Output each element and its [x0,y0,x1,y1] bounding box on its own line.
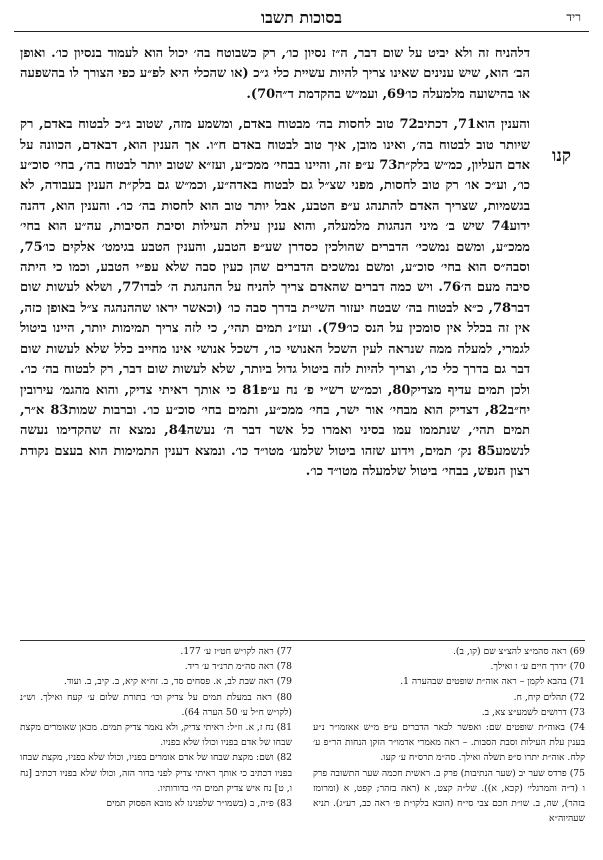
paragraph-2: והענין הוא71, דכתיב72 טוב לחסות בה׳ מבטוח באדם, ומשמע מזה, שטוב ג״כ לבטוח באדם, רק שיותר טוב לבטוח בה׳, ואינו מובן, איך טוב לבטוח באדם ח״ו. אך הענין הוא, דבאדם, הכוונה על אדם העליון, כמ״ש בלק״ת73 ע״פ זה, והיינו בבחי׳ ממכ״ע, ועז״א שטוב יותר לבטוח בה׳, בחי׳ סוכ״ע כו׳, וע״כ או׳ רק טוב לחסות, מפני שצ״ל גם לבטוח באדה״ע, וכמ״ש גם בלק״ת הענין בעבודה, לא בגשמיות, שצריך האדם להתנהג ע״פ הטבע, אבל יותר טוב הוא לחסות בה׳ כו׳. והענין הוא, דהנה ידוע74 שיש ב׳ מיני הנהגות מלמעלה, והוא ענין עילת העילות וסיבת הסיבות, עה״ע הוא בחי׳ ממכ״ע, ומשם נמשכי׳ הדברים שהולכין כסדרן שע״פ הטבע, והענין הטבע בגימט׳ אלקים כו׳75, וסבה״ס הוא בחי׳ סוכ״ע, ומשם נמשכים הדברים שהן כעין סבה שלא עפ״י הטבע, וכמו כי היתה סיבה מעם ה׳76. ויש כמה דברים שהאדם צריך להניח על ההנהגת ה׳ לבדו77, ושלא לעשות שום דבר78, כ״א לבטוח בה׳ שבטח יעזור השי״ת בדרך סבה כו׳ (וכאשר יראו שההנהגה צ״ל באופן כזה, אין זה בכלל אין סומכין על הנס כו׳79). ועז״נ תמים תהי׳, כי לזה צריך תמימות יותר, היינו ביטול לגמרי, למעלה ממה שנראה לעין השכל האנושי כו׳, דשכל אנושי אינו מחייב כלל שלא לעשות שום דבר גם בדרך כלי כו׳, וצריך להיות לזה ביטול גדול ביותר, שלא לעשות שום דבר, רק לבטוח בה׳ כו׳. ולכן תמים עדיף מצדיק80, וכמ״ש רש״י פ׳ נח ע״פ81 כי אותך ראיתי צדיק, והוא מהגמ׳ עירובין יח״ב82, דצדיק הוא מבחי׳ אור ישר, בחי׳ ממכ״ע, ותמים בחי׳ סוכ״ע כו׳. וברבות שמות83 א״ר, תמים תהי׳, שנתממו עמו בסיני ואמרו כל אשר דבר ה׳ נעשה84, נמצא זה שהקדימו נעשה לנשמע85 נק׳ תמים, וידוע שזהו ביטול שלמע׳ מטו״ד כו׳. ונמצא דענין התמימות הוא בעצם נקודת רצון הנפש, בבחי׳ ביטול שלמעלה מטו״ד כו׳. [20,117,531,480]
footnote-rule [20,640,585,641]
footnotes [20,644,585,856]
footnote: 82) ושם: מקצת שבחו של אדם אומרים בפניו, וכולו שלא בפניו, מקצת שבחו בפניו דכתיב כי אותך ראיתי צדיק לפני בדור הזה, וכולו שלא בפניו דכתיב [נח ו, ט] נח איש צדיק תמים הי׳ בדורותיו. [20,752,292,794]
footnote: 77) ראה לקו״ש חט״ז ע׳ 177. [180,646,292,657]
footnote: 80) ראה במעלת תמים על צדיק וכו׳ בתורת שלום ע׳ קעח ואילך. וש״נ (לקו״ש ח״ל ע׳ 50 הערה 64). [20,691,292,718]
footnote: 75) פרדס שער יב (שער הנתיבות) פרק ב. ראשית חכמה שער התשובה פרק ו (ד״ה והמרגלי׳ (קכא, א)). של״ה קצט, א (ראה בזהר; קפט, א (ומרומז בזהר), שה, ב. שו״ת חכם צבי סי״ח (הובא בלקו״ת פ׳ ראה כב, רע״ג). תניא שעהיוה״א [313,767,585,825]
running-title: בסוכות תשבו [260,8,343,27]
main-text [20,44,530,493]
footnote: 79) ראה שבת לב, א. פסחים סד, ב. זח״א קיא, ב. קיב, ב. ועוד. [63,676,292,688]
footnote: 83) פ״ה, ב (בשמו״ר שלפנינו לא מובא הפסוק תמים [106,798,292,810]
footnote: 72) תהלים קיח, ח. [513,691,585,703]
page-number: ריד [566,10,581,24]
footnote: 74) באוה״ת שופטים שם: ואפשר לבאר הדברים ע״פ מ״ש אאזמו״ר נ״ע בענין עלת העילות וסבת הסבות. – ראה מאמרי אדמו״ר הזקן הנחות הר״פ ע׳ קלח. אוה״ת יתרו ס״פ תשלה ואילך. סה״מ תרס״ח ע׳ קעו. [313,722,585,764]
header-rule [14,31,589,32]
footnote: 81) נח ז, א. וז״ל: ראיתי צדיק, ולא נאמר צדיק תמים. מכאן שאומרים מקצת שבחו של אדם בפניו וכולו שלא בפניו. [20,722,292,749]
footnote: 73) דרושים לשמע״צ צא, ב. [481,706,585,718]
margin-page-marker: קנו [552,146,571,166]
footnote: 78) ראה סה״מ תרנ״ד ע׳ ריד. [184,661,292,673]
footnote: 69) ראה סהמ״צ להצ״צ שם (קו, ב). [452,646,585,657]
footnotes-left-column [20,644,292,811]
footnotes-right-column [313,644,585,826]
paragraph-1: דלהניח זה ולא יביט על שום דבר, ה״ז נסיון כו׳, רק כשבוטח בה׳ יכול הוא לעמוד בנסיון כו׳. ואופן הב׳ הוא, שיש ענינים שאינו צריך להיות עשיית כלי ג״כ (או שהכלי היא לפ״ע כפי הצורך לו בהשפעה או בהישועה מלמעלה כו׳69, ועמ״ש בהקדמת ד״ה70). [20,46,530,102]
page-header [14,6,589,32]
footnote: 70) ״דרך חיים ע׳ ו ואילך. [490,661,585,673]
footnote: 71) בהבא לקמן – ראה אוה״ת שופטים שבהערה 1. [400,676,585,688]
